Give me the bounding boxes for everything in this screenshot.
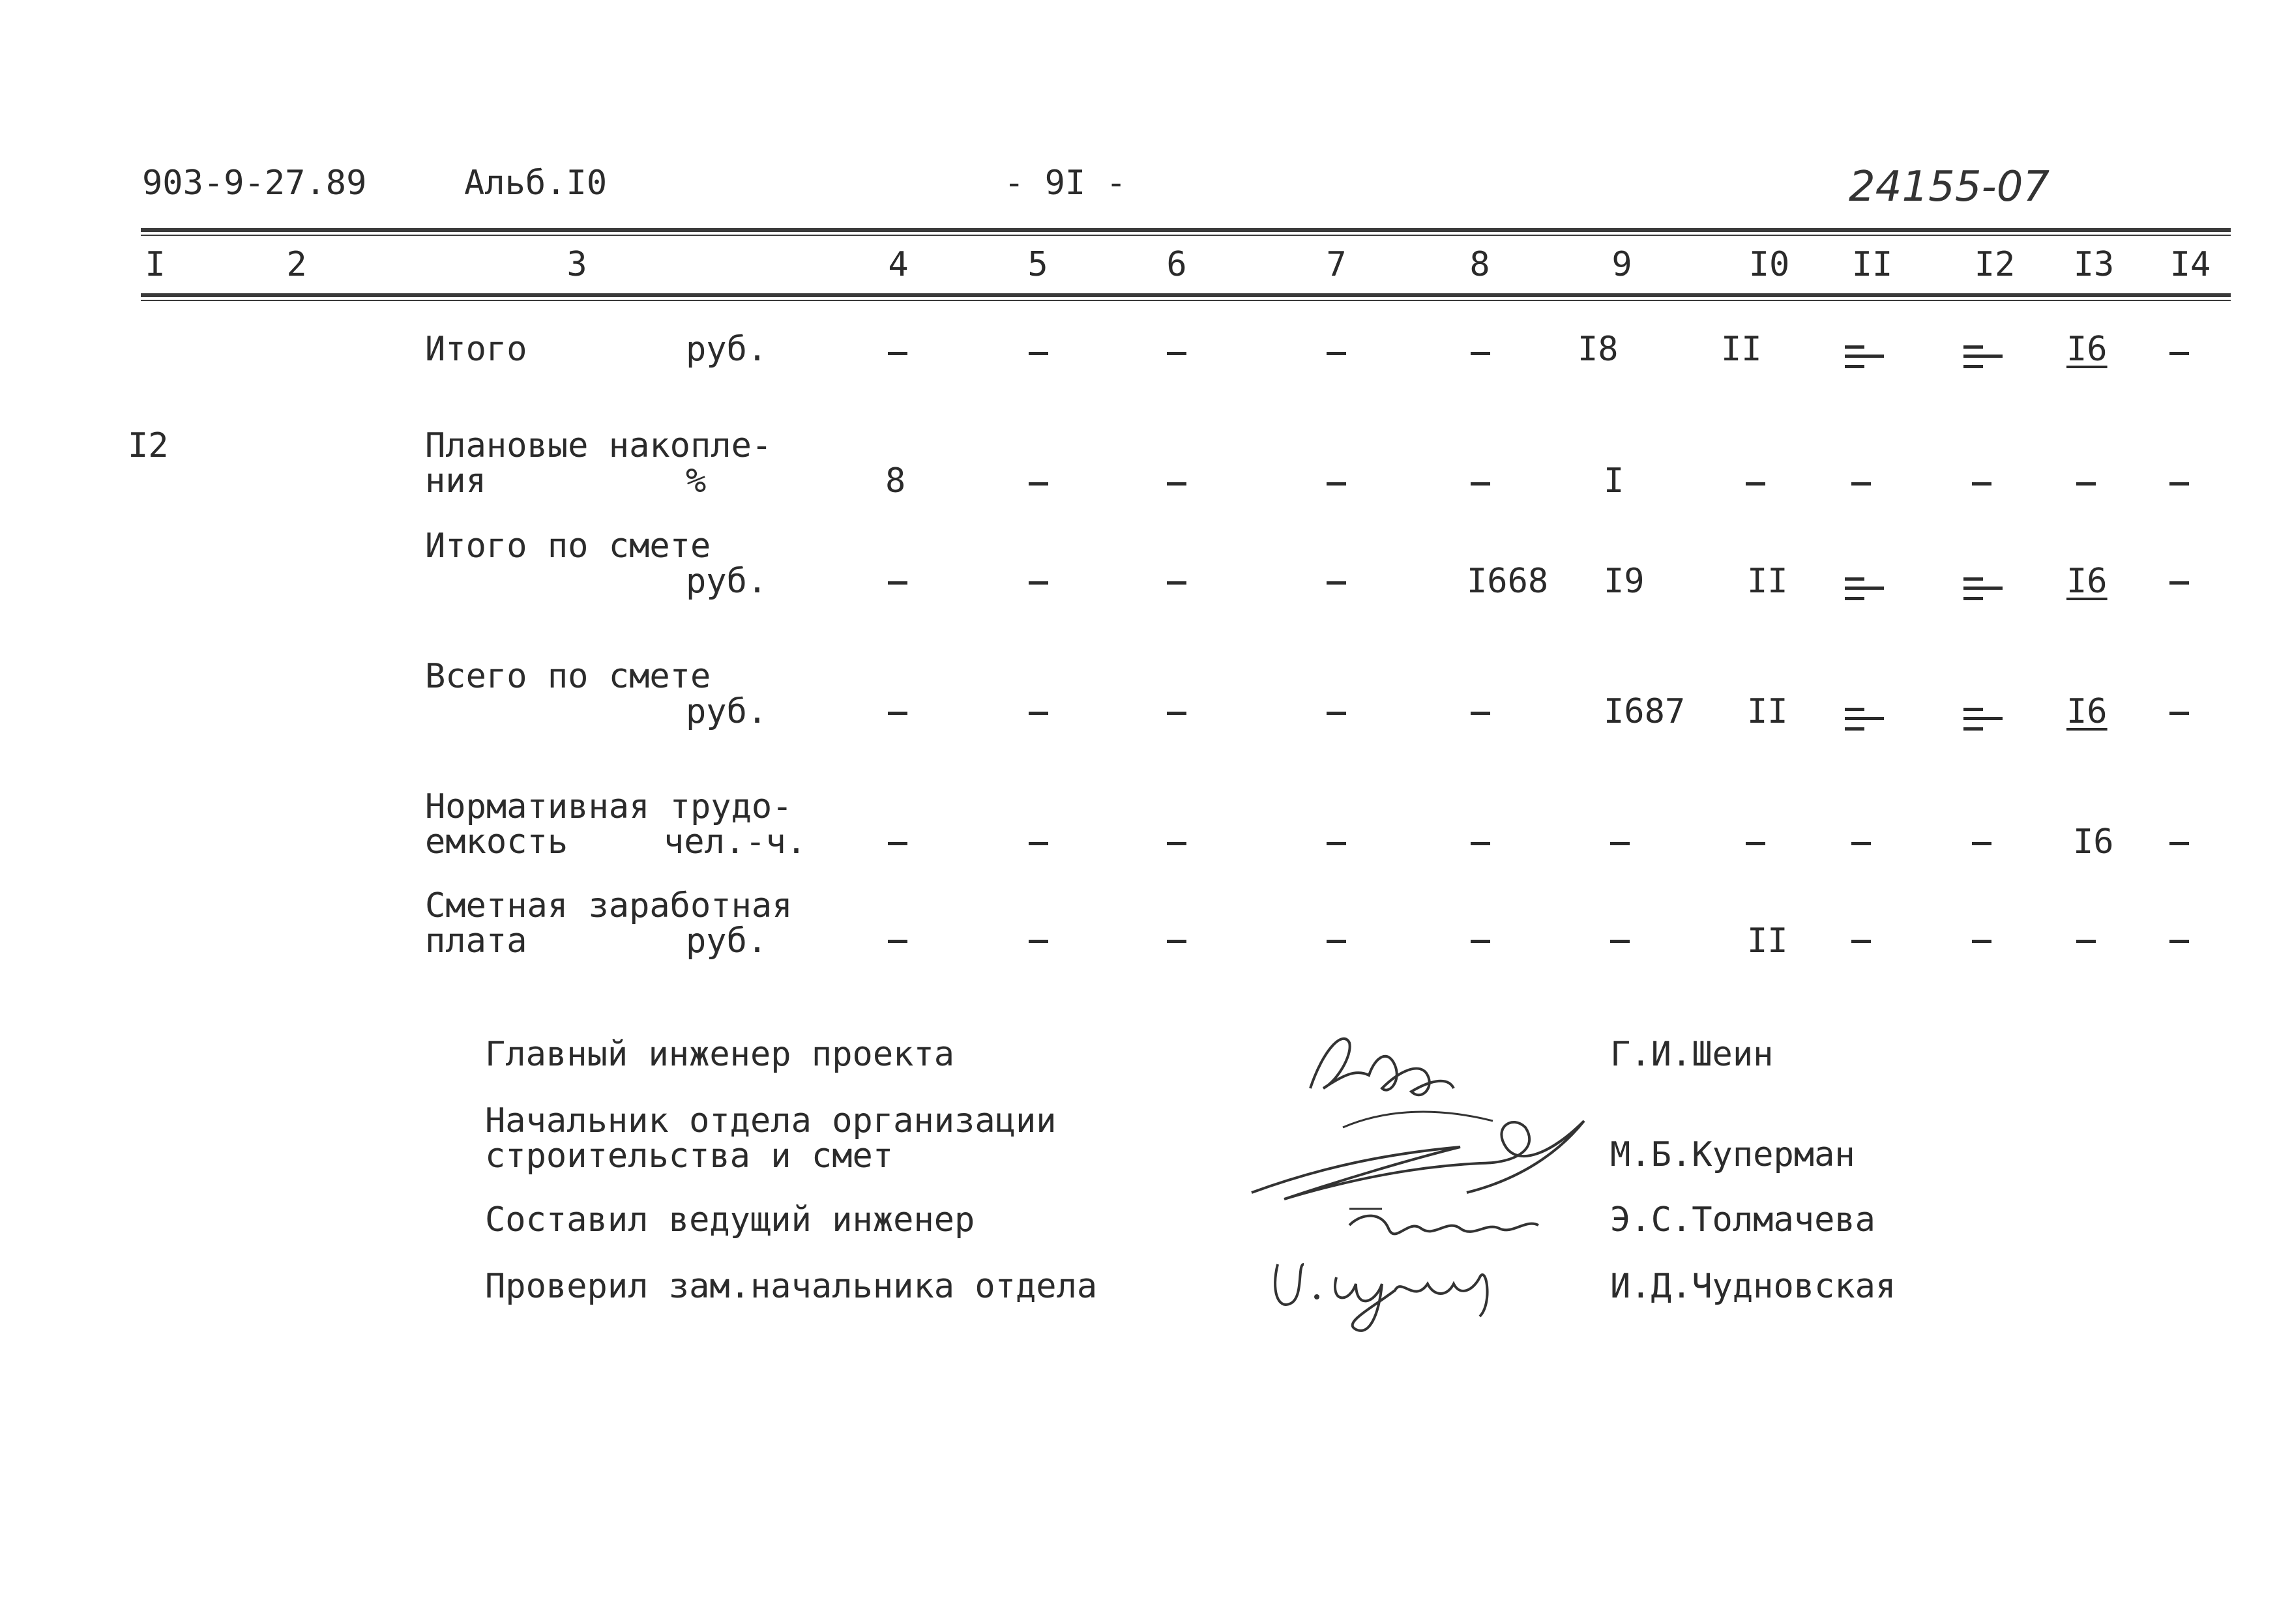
column-number: I0 <box>1748 245 1790 284</box>
cell-dash <box>888 940 907 943</box>
row-label: Сметная заработная <box>425 886 793 925</box>
row-number: I2 <box>128 426 169 465</box>
row-label-cont: плата <box>425 921 527 961</box>
cell-dash <box>1610 842 1630 845</box>
column-number: 7 <box>1326 245 1347 284</box>
cell-dash <box>1327 352 1346 355</box>
row-label: Итого по смете <box>425 527 711 566</box>
cell-ditto <box>1963 577 2003 603</box>
signature-scribble-4 <box>1265 1238 1538 1342</box>
cell-dash <box>1029 352 1048 355</box>
row-label: Плановые накопле- <box>425 426 772 465</box>
doc-code: 903-9-27.89 <box>142 164 367 203</box>
cell-dash <box>1471 352 1490 355</box>
cell-dash <box>1327 712 1346 715</box>
signature-role: Главный инженер проекта <box>485 1035 955 1074</box>
cell-value: I8 <box>1578 330 1619 369</box>
column-number: I <box>145 245 166 284</box>
cell-dash <box>2169 940 2189 943</box>
cell-ditto <box>1845 577 1884 603</box>
row-unit: чел.-ч. <box>664 822 807 862</box>
signature-name: И.Д.Чудновская <box>1610 1267 1896 1306</box>
cell-dash <box>2169 842 2189 845</box>
cell-dash <box>2076 940 2096 943</box>
cell-value: II <box>1747 692 1788 731</box>
cell-dash <box>888 712 907 715</box>
cell-dash <box>1746 842 1765 845</box>
cell-value: II <box>1747 562 1788 601</box>
cell-dash <box>1029 581 1048 585</box>
archive-number: 24155-07 <box>1849 163 2050 211</box>
cell-dash <box>1972 940 1991 943</box>
signature-role: Начальник отдела организации <box>485 1101 1057 1140</box>
cell-value: I687 <box>1604 692 1686 731</box>
row-label-cont: емкость <box>425 822 568 862</box>
top-rule-thin <box>141 235 2231 236</box>
cell-ditto <box>1963 345 2003 371</box>
cell-value: I9 <box>1604 562 1645 601</box>
cell-dash <box>888 352 907 355</box>
cell-dash <box>2169 712 2189 715</box>
column-header-rule-thin <box>141 300 2231 301</box>
cell-value: I6 <box>2066 330 2108 369</box>
cell-value: I668 <box>1467 562 1549 601</box>
cell-dash <box>1327 842 1346 845</box>
cell-dash <box>1471 842 1490 845</box>
row-label: Нормативная трудо- <box>425 787 793 826</box>
signature-name: Э.С.Толмачева <box>1610 1200 1875 1240</box>
row-unit: % <box>686 461 707 500</box>
cell-value: I6 <box>2066 562 2108 601</box>
column-number: 6 <box>1166 245 1187 284</box>
row-unit: руб. <box>686 562 768 601</box>
column-number: I2 <box>1974 245 2016 284</box>
cell-value: II <box>1747 921 1788 961</box>
signature-role: Проверил зам.начальника отдела <box>485 1267 1098 1306</box>
column-number: 9 <box>1611 245 1632 284</box>
cell-dash <box>1167 712 1186 715</box>
signature-name: Г.И.Шеин <box>1610 1035 1774 1074</box>
cell-dash <box>1167 352 1186 355</box>
column-number: 2 <box>286 245 307 284</box>
cell-dash <box>2076 482 2096 486</box>
cell-dash <box>1851 842 1871 845</box>
cell-dash <box>1972 482 1991 486</box>
cell-dash <box>1029 940 1048 943</box>
cell-dash <box>1029 842 1048 845</box>
top-rule <box>141 228 2231 232</box>
cell-dash <box>1327 482 1346 486</box>
row-label-cont: ния <box>425 461 486 500</box>
cell-value: I <box>1604 461 1624 500</box>
cell-value: I6 <box>2066 692 2108 731</box>
row-label: Всего по смете <box>425 657 711 696</box>
cell-dash <box>1471 712 1490 715</box>
row-unit: руб. <box>686 692 768 731</box>
cell-dash <box>1471 482 1490 486</box>
column-number: II <box>1851 245 1893 284</box>
cell-dash <box>1167 581 1186 585</box>
row-unit: руб. <box>686 921 768 961</box>
cell-dash <box>1167 940 1186 943</box>
cell-dash <box>1851 940 1871 943</box>
row-label: Итого <box>425 330 527 369</box>
column-number: 5 <box>1027 245 1048 284</box>
row-unit: руб. <box>686 330 768 369</box>
signature-name: М.Б.Куперман <box>1610 1135 1855 1174</box>
cell-dash <box>888 581 907 585</box>
cell-dash <box>1851 482 1871 486</box>
cell-value: I6 <box>2073 822 2114 862</box>
cell-dash <box>1610 940 1630 943</box>
page-number: - 9I - <box>1004 164 1126 203</box>
column-number: I4 <box>2169 245 2211 284</box>
signature-role: Составил ведущий инженер <box>485 1200 975 1240</box>
cell-dash <box>1029 482 1048 486</box>
cell-ditto <box>1845 345 1884 371</box>
cell-dash <box>1167 842 1186 845</box>
album-number: Альб.I0 <box>464 164 608 203</box>
signature-role-cont: строительства и смет <box>485 1137 894 1176</box>
cell-dash <box>1471 940 1490 943</box>
column-number: 3 <box>566 245 587 284</box>
column-number: 4 <box>888 245 909 284</box>
column-number: I3 <box>2073 245 2115 284</box>
column-number: 8 <box>1469 245 1490 284</box>
cell-dash <box>1746 482 1765 486</box>
cell-value: 8 <box>885 461 906 500</box>
cell-dash <box>1327 581 1346 585</box>
column-header-rule <box>141 293 2231 297</box>
cell-ditto <box>1845 708 1884 734</box>
cell-dash <box>888 842 907 845</box>
cell-ditto <box>1963 708 2003 734</box>
cell-dash <box>1327 940 1346 943</box>
cell-dash <box>1029 712 1048 715</box>
cell-value: II <box>1721 330 1762 369</box>
cell-dash <box>2169 482 2189 486</box>
cell-dash <box>1972 842 1991 845</box>
cell-dash <box>1167 482 1186 486</box>
cell-dash <box>2169 581 2189 585</box>
cell-dash <box>2169 352 2189 355</box>
